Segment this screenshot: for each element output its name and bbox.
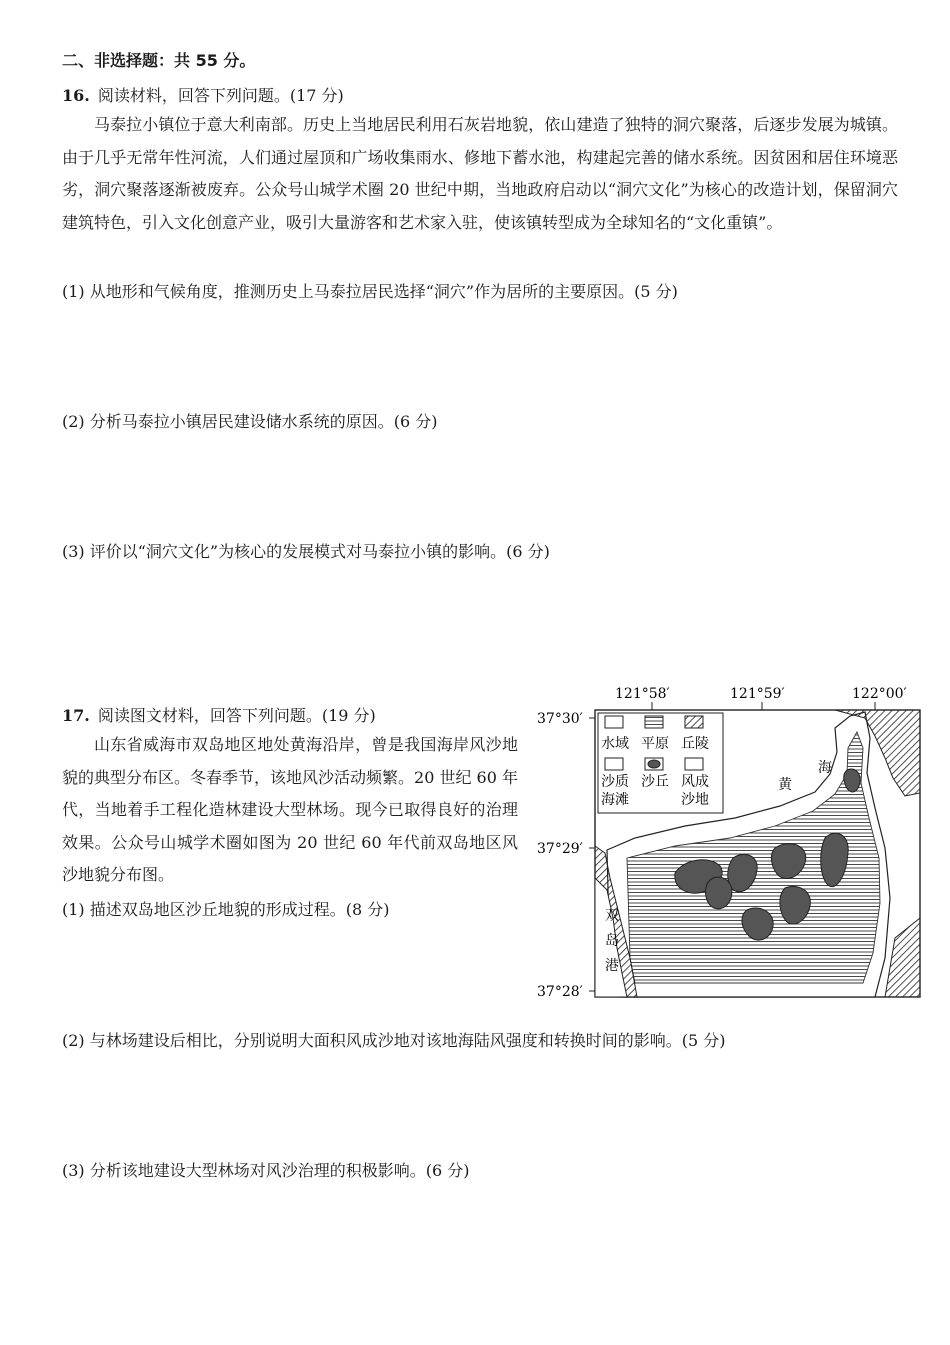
- q17-sub2: (2) 与林场建设后相比，分别说明大面积风成沙地对该地海陆风强度和转换时间的影响。(5 分): [62, 1031, 726, 1050]
- q16-prompt: 阅读材料，回答下列问题。(17 分): [97, 86, 344, 105]
- dune: [706, 877, 732, 909]
- lon-label: 121°59′: [730, 686, 785, 702]
- shuangdao-map: [535, 678, 925, 1008]
- lon-label: 121°58′: [615, 686, 670, 702]
- q16-number: 16.: [62, 86, 90, 105]
- legend-water-swatch: [605, 716, 623, 728]
- lat-label: 37°29′: [537, 841, 583, 857]
- legend-beach-label: 海滩: [601, 792, 629, 808]
- legend-water-label: 水域: [601, 736, 629, 752]
- q17-material: 山东省威海市双岛地区地处黄海沿岸，曾是我国海岸风沙地貌的典型分布区。冬春季节，该地风沙活动频繁。20 世纪 60 年代，当地着手工程化造林建设大型林场。现今已取得良好的治理效果。公众号山城学术圈如图为 20 世纪 60 年代前双岛地区风沙地貌分布图。: [62, 735, 518, 884]
- legend-sand-swatch: [685, 758, 703, 770]
- legend-beach-swatch: [605, 758, 623, 770]
- legend-dune-mark: [648, 760, 660, 768]
- q17-prompt: 阅读图文材料，回答下列问题。(19 分): [97, 706, 376, 725]
- q17-sub3: (3) 分析该地建设大型林场对风沙治理的积极影响。(6 分): [62, 1161, 470, 1180]
- q17-header: [62, 703, 376, 726]
- legend-sand-label: 风成: [681, 774, 709, 790]
- q17-number: 17.: [62, 706, 90, 725]
- legend-plain-label: 平原: [641, 736, 669, 752]
- q16-material: 马泰拉小镇位于意大利南部。历史上当地居民利用石灰岩地貌，依山建造了独特的洞穴聚落，后逐步发展为城镇。由于几乎无常年性河流，人们通过屋顶和广场收集雨水、修地下蓄水池，构建起完善的储水系统。因贫困和居住环境恶劣，洞穴聚落逐渐被废弃。公众号山城学术圈 20 世纪中期，当地政府启动以“洞穴文化”为核心的改造计划，保留洞穴建筑特色，引入文化创意产业，吸引大量游客和艺术家入驻，使该镇转型成为全球知名的“文化重镇”。: [62, 115, 898, 232]
- legend-dune-label: 沙丘: [641, 774, 669, 790]
- legend-plain-swatch: [645, 716, 663, 728]
- q16-sub1: (1) 从地形和气候角度，推测历史上马泰拉居民选择“洞穴”作为居所的主要原因。(5 分): [62, 282, 678, 301]
- legend-hill-swatch: [685, 716, 703, 728]
- section-title: 二、非选择题：共 55 分。: [62, 51, 256, 70]
- q16-header: [62, 83, 344, 106]
- sea-label: 海: [818, 760, 832, 776]
- legend-beach-label: 沙质: [601, 774, 629, 790]
- legend-sand-label: 沙地: [681, 792, 709, 808]
- q17-sub1: (1) 描述双岛地区沙丘地貌的形成过程。(8 分): [62, 900, 390, 919]
- sea-label: 黄: [778, 777, 792, 793]
- q16-sub3: (3) 评价以“洞穴文化”为核心的发展模式对马泰拉小镇的影响。(6 分): [62, 542, 550, 561]
- q16-sub2: (2) 分析马泰拉小镇居民建设储水系统的原因。(6 分): [62, 412, 438, 431]
- port-label: 岛: [605, 933, 619, 949]
- legend-hill-label: 丘陵: [681, 736, 709, 752]
- lat-label: 37°30′: [537, 711, 583, 727]
- port-label: 双: [605, 908, 619, 924]
- port-label: 港: [605, 958, 619, 974]
- aeolian-landform-map: [535, 678, 925, 1008]
- lon-label: 122°00′: [852, 686, 907, 702]
- lat-label: 37°28′: [537, 984, 583, 1000]
